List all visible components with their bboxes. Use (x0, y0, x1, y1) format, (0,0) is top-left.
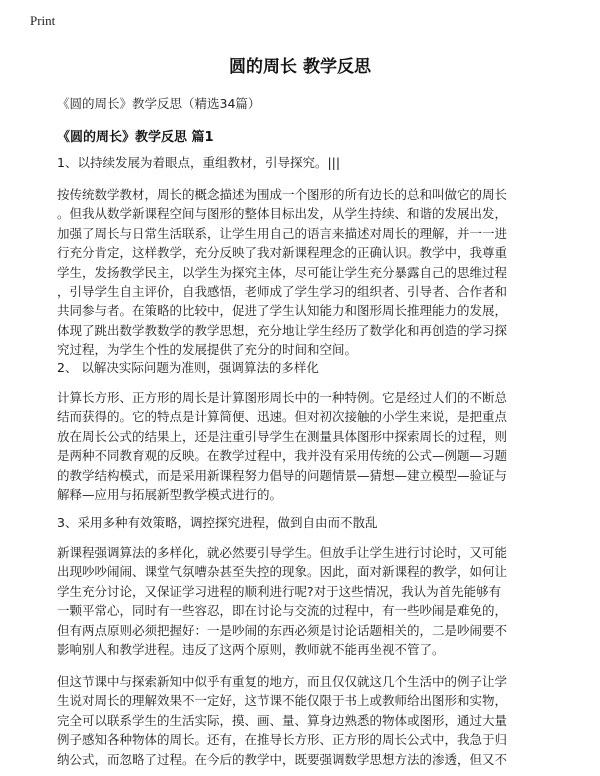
paragraph-line: 按传统数学教材，周长的概念描述为围成一个图形的所有边长的总和叫做它的周长 (57, 187, 508, 202)
paragraph-line: 共同参与者。在策略的比较中，促进了学生认知能力和图形周长推理能力的发展， (57, 303, 508, 319)
paragraph-line: 例子感知各种物体的周长。还有，在推导长方形、正方形的周长公式中，我急于归 (57, 732, 508, 748)
paragraph-line: 学生充分讨论，又保证学习进程的顺利进行呢?对于这些情况，我认为首先能够有 (57, 583, 502, 599)
section-title: 《圆的周长》教学反思 篇1 (57, 130, 214, 145)
paragraph-1 (57, 185, 557, 360)
paragraph-line: 。但我从数学新课程空间与图形的整体目标出发，从学生持续、和谐的发展出发， (57, 206, 508, 222)
print-label[interactable]: Print (30, 13, 56, 28)
page-title: 圆的周长 教学反思 (229, 57, 371, 77)
paragraph-line: 新课程强调算法的多样化，就必然要引导学生。但放手让学生进行讨论时，又可能 (57, 545, 508, 560)
paragraph-3 (57, 543, 557, 659)
paragraph-line: 放在周长公式的结果上，还是注重引导学生在测量具体图形中探索周长的过程，则 (57, 428, 508, 444)
paragraph-line: 体现了跳出数学教数学的教学思想，充分地让学生经历了数学化和再创造的学习探 (57, 322, 508, 338)
document-subtitle: 《圆的周长》教学反思（精选34篇） (57, 96, 261, 111)
paragraph-line: 生说对周长的理解效果不一定好，这节课不能仅限于书上或教师给出图形和实物， (57, 693, 508, 709)
paragraph-line: 学生，发扬教学民主，以学生为探究主体，尽可能让学生充分暴露自己的思维过程 (57, 264, 508, 280)
paragraph-line: 一颗平常心，同时有一些容忍，即在讨论与交流的过程中，有一些吵闹是难免的， (57, 603, 508, 619)
paragraph-line: ，引导学生自主评价，自我感悟，老师成了学生学习的组织者、引导者、合作者和 (57, 284, 508, 300)
paragraph-line: 影响别人和教学进程。违反了这两个原则，教师就不能再坐视不管了。 (57, 642, 445, 658)
paragraph-line: 是两种不同教育观的反映。在教学过程中，我并没有采用传统的公式—例题—习题 (57, 448, 508, 464)
paragraph-line: 出现吵吵闹闹、课堂气氛嘈杂甚至失控的现象。因此，面对新课程的教学，如何让 (57, 564, 508, 580)
paragraph-line: 的教学结构模式，而是采用新课程努力倡导的问题情景—猜想—建立模型—验证与 (57, 467, 508, 483)
paragraph-2 (57, 388, 557, 504)
paragraph-line: 但有两点原则必须把握好：一是吵闹的东西必须是讨论话题相关的，二是吵闹要不 (57, 622, 508, 638)
point-heading-3: 3、采用多种有效策略，调控探究进程，做到自由而不散乱 (57, 515, 378, 530)
point-heading-2: 2、 以解决实际问题为准则，强调算法的多样化 (57, 360, 319, 375)
paragraph-line: 究过程，为学生个性的发展提供了充分的时间和空间。 (57, 342, 358, 358)
point-heading-1: 1、以持续发展为着眼点，重组教材，引导探究。||| (57, 155, 341, 170)
paragraph-line: 完全可以联系学生的生活实际，摸、画、量、算身边熟悉的物体或图形，通过大量 (57, 712, 508, 728)
paragraph-line: 结而获得的。它的特点是计算简便、迅速。但对初次接触的小学生来说，是把重点 (57, 409, 508, 425)
paragraph-4 (57, 672, 557, 769)
paragraph-line: 行充分肯定，这样教学，充分反映了我对新课程理念的正确认识。教学中，我尊重 (57, 245, 508, 261)
paragraph-line: 解释—应用与拓展新型教学模式进行的。 (57, 487, 283, 503)
paragraph-line: 但这节课中与探索新知中似乎有重复的地方，而且仅仅就这几个生活中的例子让学 (57, 674, 508, 689)
paragraph-line: 加强了周长与日常生活联系，让学生用自己的语言来描述对周长的理解，并一一进 (57, 225, 508, 241)
paragraph-line: 纳公式，而忽略了过程。在今后的教学中，既要强调数学思想方法的渗透，但又不 (57, 751, 508, 767)
paragraph-line: 计算长方形、正方形的周长是计算图形周长中的一种特例。它是经过人们的不断总 (57, 390, 508, 405)
